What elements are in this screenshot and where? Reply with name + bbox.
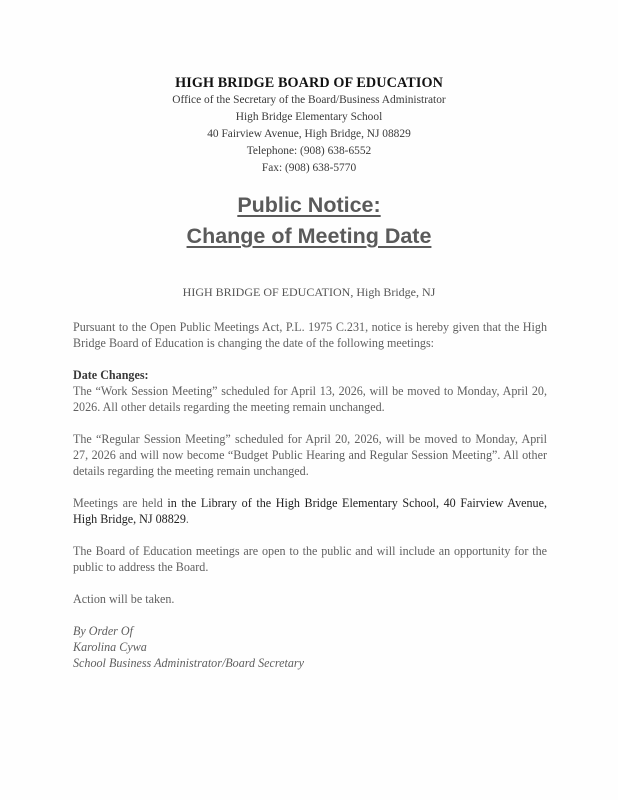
action-paragraph: Action will be taken. [73, 592, 175, 606]
letterhead [0, 74, 618, 177]
signature-name: Karolina Cywa [73, 640, 147, 654]
location-paragraph [73, 495, 547, 527]
public-comment-paragraph: The Board of Education meetings are open to the public and will include an opportunity for the public to address the Board. [73, 544, 547, 574]
change-2-paragraph: The “Regular Session Meeting” scheduled for April 20, 2026, will be moved to Monday, April 27, 2026 and will now become “Budget Public Hearing and Regular Session Meeting”. All other details regarding the meeting remain unchanged. [73, 432, 547, 478]
organization-name: HIGH BRIDGE BOARD OF EDUCATION [175, 75, 443, 91]
office-line: Office of the Secretary of the Board/Business Administrator [172, 94, 446, 106]
telephone-line: Telephone: (908) 638-6552 [246, 145, 372, 157]
fax-line: Fax: (908) 638-5770 [261, 162, 357, 174]
location-prefix: Meetings are held [73, 496, 168, 510]
notice-title-line-1: Public Notice: [237, 193, 381, 217]
signature-by-order: By Order Of [73, 624, 134, 638]
intro-paragraph: Pursuant to the Open Public Meetings Act, P.L. 1975 C.231, notice is hereby given that the High Bridge Board of Education is changing the date of the following meetings: [73, 320, 547, 350]
signature-block [73, 623, 547, 671]
notice-body [73, 319, 547, 671]
date-changes-heading [73, 367, 547, 383]
date-changes-heading-text: Date Changes: [73, 368, 149, 382]
address-line: 40 Fairview Avenue, High Bridge, NJ 08829 [207, 128, 411, 140]
location-suffix: . [185, 512, 189, 526]
school-line: High Bridge Elementary School [235, 111, 383, 123]
dateline: HIGH BRIDGE OF EDUCATION, High Bridge, NJ [182, 285, 436, 299]
signature-title: School Business Administrator/Board Secretary [73, 656, 304, 670]
notice-title [0, 190, 618, 252]
change-1-paragraph: The “Work Session Meeting” scheduled for April 13, 2026, will be moved to Monday, April 20, 2026. All other details regarding the meeting remain unchanged. [73, 384, 547, 414]
location-detail: in the Library of the High Bridge Elementary School, 40 Fairview Avenue, High Bridge, NJ 08829 [73, 496, 547, 526]
notice-title-line-2: Change of Meeting Date [186, 224, 432, 248]
